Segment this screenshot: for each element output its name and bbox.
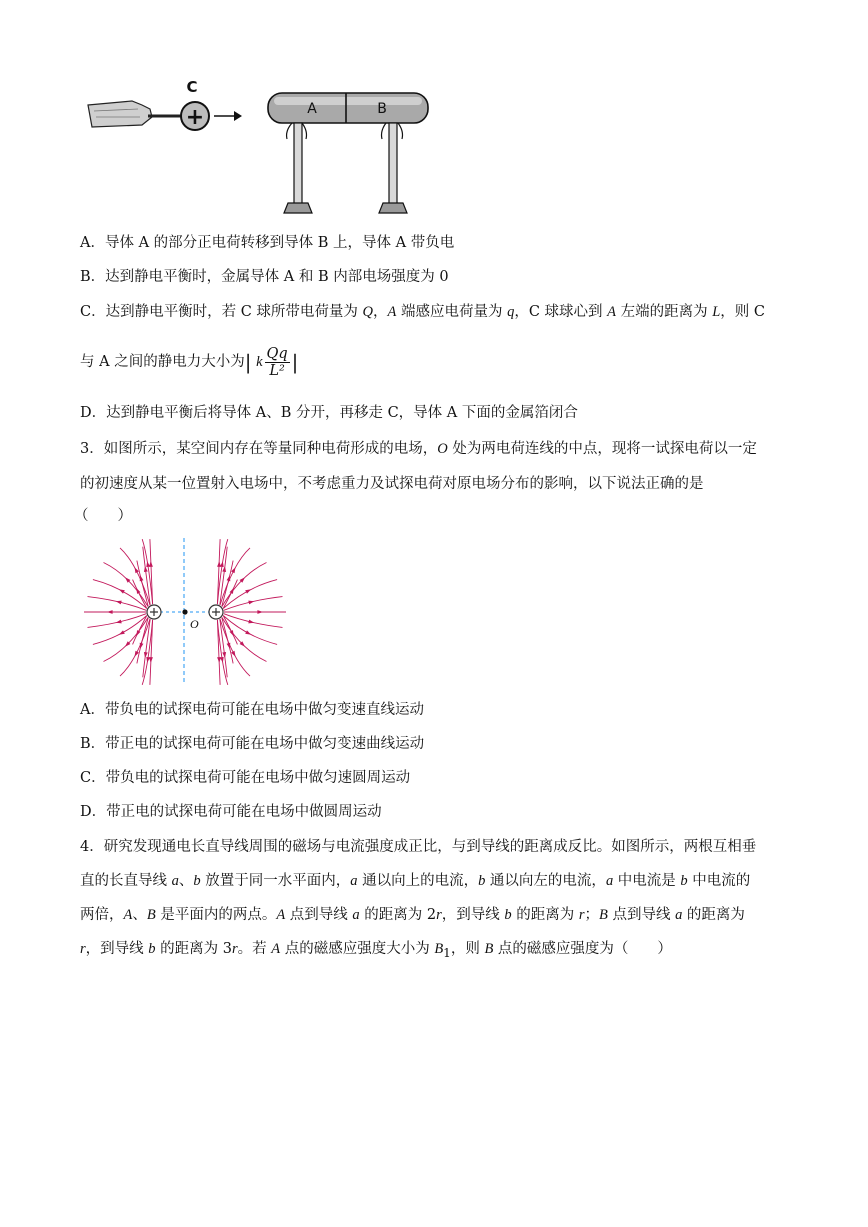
- field-arrow: [136, 588, 140, 594]
- field-arrow: [136, 630, 140, 636]
- field-lines-figure: [80, 536, 295, 686]
- field-arrow: [217, 561, 221, 567]
- field-arrow: [230, 588, 234, 594]
- q2-option-c-line2: 与 A 之间的静电力大小为| k $\frac{Qq}{\text{L²}}$ |: [80, 345, 299, 379]
- stand-left: [294, 123, 302, 205]
- field-line: [224, 597, 283, 611]
- field-arrow: [230, 630, 234, 636]
- field-arrow: [116, 620, 122, 624]
- field-line: [88, 597, 147, 611]
- field-arrow: [248, 620, 254, 624]
- q4-stem-line4: r，到导线 b 的距离为 3r。若 A 点的磁感应强度大小为 $B_1$，则 B 点的磁感应强度为（ ）: [80, 941, 672, 960]
- field-arrow: [149, 561, 153, 567]
- q3-answer-paren: （ ）: [74, 508, 132, 524]
- q4-stem-line1: 4．研究发现通电长直导线周围的磁场与电流强度成正比，与到导线的距离成反比。如图所示，两根互相垂: [80, 839, 757, 855]
- label-c: C: [186, 78, 198, 96]
- field-arrow: [227, 643, 231, 649]
- q3-stem-line1: 3．如图所示，某空间内存在等量同种电荷形成的电场，O 处为两电荷连线的中点，现将一试探电荷以一定: [80, 441, 757, 457]
- field-arrow: [227, 575, 231, 581]
- field-arrow: [140, 643, 144, 649]
- fraction-qq-l2: $\frac{Qq}{\text{L²}}$: [266, 345, 288, 379]
- q4-stem-line3: 两倍，A、B 是平面内的两点。A 点到导线 a 的距离为 2r，到导线 b 的距离为 r；B 点到导线 a 的距离为: [80, 907, 745, 923]
- field-arrow: [245, 589, 251, 593]
- q3-option-c: C．带负电的试探电荷可能在电场中做匀速圆周运动: [80, 770, 411, 786]
- field-arrow: [119, 589, 125, 593]
- field-line: [88, 614, 147, 628]
- hand-icon: [88, 101, 152, 127]
- field-line: [93, 580, 147, 609]
- field-arrow: [257, 610, 263, 614]
- arrow-right-icon: [234, 111, 242, 121]
- q2-option-b: B．达到静电平衡时，金属导体 A 和 B 内部电场强度为 0: [80, 269, 449, 285]
- q3-option-b: B．带正电的试探电荷可能在电场中做匀变速曲线运动: [80, 736, 425, 752]
- q2-option-a: A．导体 A 的部分正电荷转移到导体 B 上，导体 A 带负电: [80, 235, 455, 251]
- q2-option-d: D．达到静电平衡后将导体 A、B 分开，再移走 C，导体 A 下面的金属箔闭合: [80, 405, 578, 421]
- label-b: B: [377, 101, 387, 117]
- stand-right: [389, 123, 397, 205]
- q3-option-a: A．带负电的试探电荷可能在电场中做匀变速直线运动: [80, 702, 424, 718]
- induction-figure: [80, 75, 440, 220]
- field-line: [224, 614, 283, 628]
- field-arrow: [149, 657, 153, 663]
- field-arrow: [107, 610, 113, 614]
- base-left: [284, 203, 312, 213]
- field-line: [223, 580, 277, 609]
- midpoint-o: [182, 609, 187, 614]
- q3-option-d: D．带正电的试探电荷可能在电场中做圆周运动: [80, 804, 382, 820]
- label-a: A: [307, 101, 317, 117]
- field-line: [223, 616, 277, 645]
- field-arrow: [217, 657, 221, 663]
- q4-stem-line2: 直的长直导线 a、b 放置于同一水平面内，a 通以向上的电流，b 通以向左的电流，a 中电流是 b 中电流的: [80, 873, 751, 889]
- field-arrow: [140, 575, 144, 581]
- field-arrow: [116, 601, 122, 605]
- label-o: O: [190, 617, 199, 631]
- field-arrow: [119, 630, 125, 634]
- field-arrow: [245, 630, 251, 634]
- q3-stem-line2: 的初速度从某一位置射入电场中，不考虑重力及试探电荷对原电场分布的影响，以下说法正确的是: [80, 476, 704, 492]
- field-line: [93, 616, 147, 645]
- ball-plus-sign: +: [185, 105, 205, 130]
- q2-option-c-line1: C．达到静电平衡时，若 C 球所带电荷量为 Q，A 端感应电荷量为 q，C 球球心到 A 左端的距离为 L，则 C: [80, 304, 766, 320]
- base-right: [379, 203, 407, 213]
- field-arrow: [248, 601, 254, 605]
